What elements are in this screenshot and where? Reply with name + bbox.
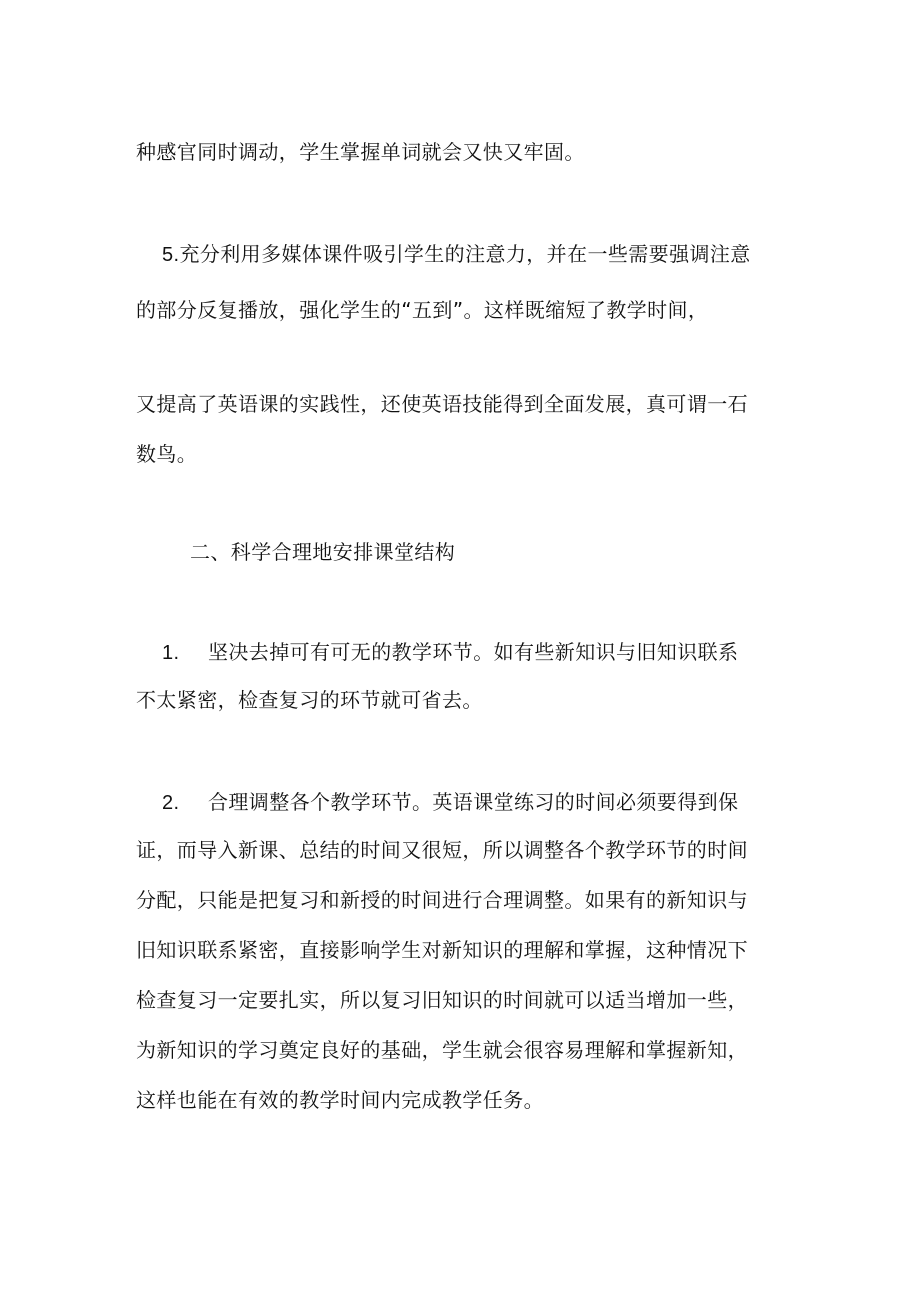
- text-line: 不太紧密，检查复习的环节就可省去。: [136, 688, 483, 712]
- paragraph-item-5-line-1: [162, 240, 751, 269]
- text-line: 为新知识的学习奠定良好的基础，学生就会很容易理解和掌握新知，: [136, 1038, 748, 1062]
- paragraph-item-2-line-3: [136, 886, 748, 914]
- paragraph-item-2-line-5: [136, 986, 748, 1014]
- text-line: 这样也能在有效的教学时间内完成教学任务。: [136, 1088, 544, 1112]
- paragraph-item-2-line-2: [136, 836, 748, 864]
- text-line: 分配，只能是把复习和新授的时间进行合理调整。如果有的新知识与: [136, 888, 748, 912]
- paragraph-item-2-line-7: [136, 1086, 544, 1114]
- item-number: 1.: [162, 642, 180, 664]
- section-heading: [190, 538, 455, 566]
- paragraph-continuation: [136, 138, 585, 166]
- text-line: 坚决去掉可有可无的教学环节。如有些新知识与旧知识联系: [208, 640, 739, 664]
- text-line: 合理调整各个教学环节。英语课堂练习的时间必须要得到保: [208, 790, 739, 814]
- heading-text: 二、科学合理地安排课堂结构: [190, 540, 456, 564]
- item-number: 5.: [162, 244, 180, 266]
- text-line: 数鸟。: [136, 442, 198, 466]
- paragraph-item-2-line-6: [136, 1036, 748, 1064]
- text-line: 充分利用多媒体课件吸引学生的注意力，并在一些需要强调注意: [179, 242, 751, 266]
- text-line: 又提高了英语课的实践性，还使英语技能得到全面发展，真可谓一石: [136, 392, 748, 416]
- paragraph-item-2-line-4: [136, 936, 748, 964]
- item-number: 2.: [162, 792, 180, 814]
- paragraph-item-5-line-2: [136, 296, 708, 324]
- text-line: 证，而导入新课、总结的时间又很短，所以调整各个教学环节的时间: [136, 838, 748, 862]
- paragraph-item-5-line-3: [136, 390, 748, 418]
- paragraph-item-1-line-1: [162, 638, 738, 667]
- paragraph-item-1-line-2: [136, 686, 483, 714]
- text-line: 的部分反复播放，强化学生的“五到”。这样既缩短了教学时间，: [136, 298, 709, 322]
- paragraph-item-5-line-4: [136, 440, 197, 468]
- text-line: 种感官同时调动，学生掌握单词就会又快又牢固。: [136, 140, 585, 164]
- text-line: 旧知识联系紧密，直接影响学生对新知识的理解和掌握，这种情况下: [136, 938, 748, 962]
- text-line: 检查复习一定要扎实，所以复习旧知识的时间就可以适当增加一些，: [136, 988, 748, 1012]
- paragraph-item-2-line-1: [162, 788, 738, 817]
